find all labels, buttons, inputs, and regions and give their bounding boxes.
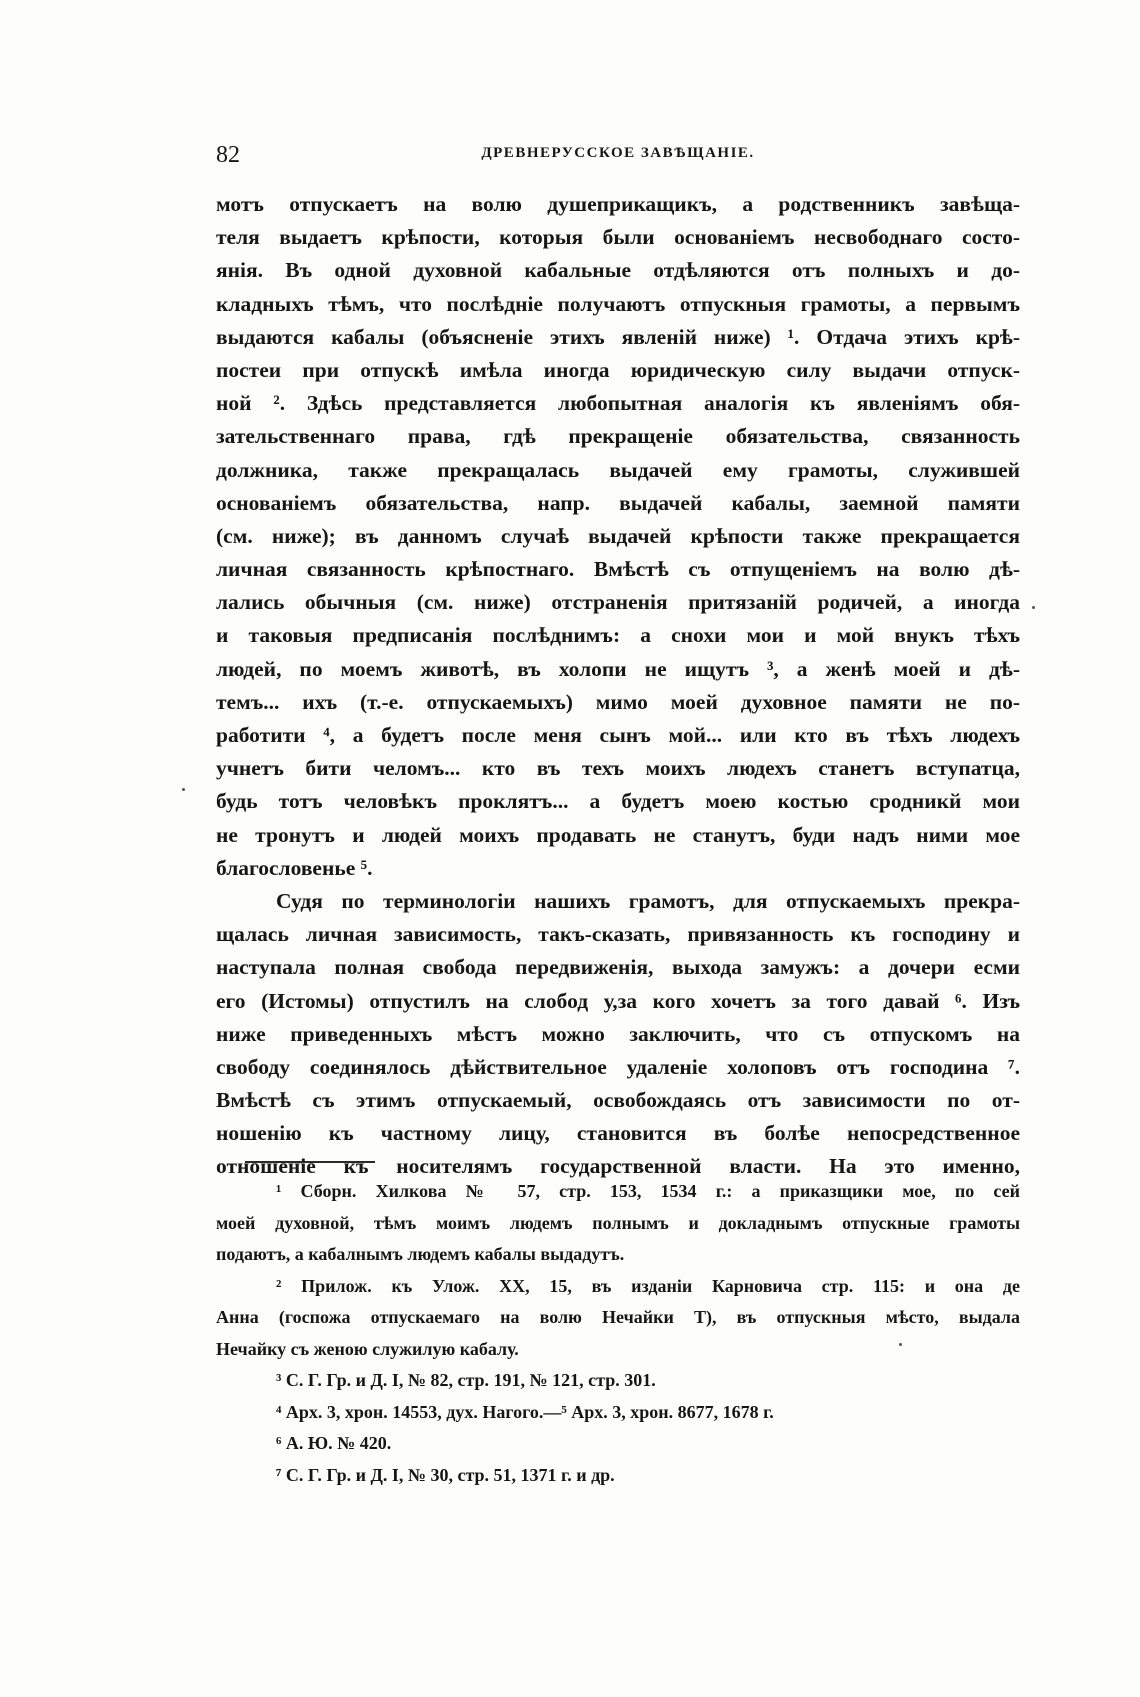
body-line: учнетъ бити челомъ... кто въ техъ моихъ людехъ станетъ вступатца, [216,756,1020,781]
footnote-line: Нечайку съ женою служилую кабалу. [216,1338,519,1359]
body-line: ношенію къ частному лицу, становится въ болѣе непосредственное [216,1121,1020,1146]
body-line: работити ⁴, а будетъ после меня сынъ мой... или кто въ тѣхъ людехъ [216,723,1020,747]
footnote-line: ⁷ С. Г. Гр. и Д. I, № 30, стр. 51, 1371 г. и др. [276,1464,615,1485]
body-line: лались обычныя (см. ниже) отстраненія притязаній родичей, а иногда [216,590,1020,615]
body-line: выдаются кабалы (объясненіе этихъ явленій ниже) ¹. Отдача этихъ крѣ- [216,324,1020,349]
body-line: ниже приведенныхъ мѣстъ можно заключить, что съ отпускомъ на [216,1021,1020,1046]
page-header [216,140,1020,176]
body-line: отношеніе къ носителямъ государственной власти. На это именно, [216,1154,1020,1179]
body-line: Вмѣстѣ съ этимъ отпускаемый, освобождаясь отъ зависимости по от- [216,1088,1020,1113]
print-speck [899,1343,902,1346]
body-line: свободу соединялось дѣйствительное удаленіе холоповъ отъ господина ⁷. [216,1054,1020,1079]
body-line: теля выдаетъ крѣпости, которыя были основаніемъ несвободнаго состо- [216,225,1020,250]
body-line: и таковыя предписанія послѣднимъ: а снохи мои и мой внукъ тѣхъ [216,623,1020,648]
body-line: темъ... ихъ (т.-е. отпускаемыхъ) мимо моей духовное памяти не по- [216,689,1020,714]
body-line: людей, по моемъ животѣ, въ холопи не ищутъ ³, а женѣ моей и дѣ- [216,656,1020,681]
body-line: должника, также прекращалась выдачей ему грамоты, служившей [216,457,1020,482]
print-speck [182,788,185,791]
body-line: личная связанность крѣпостнаго. Вмѣстѣ съ отпущеніемъ на волю дѣ- [216,557,1020,582]
body-line: будь тотъ человѣкъ проклятъ... а будетъ моею костью сродникй мои [216,789,1020,814]
body-line: Судя по терминологіи нашихъ грамотъ, для отпускаемыхъ прекра- [276,888,1020,913]
body-line: не тронутъ и людей моихъ продавать не станутъ, буди надъ ними мое [216,822,1020,847]
body-line: основаніемъ обязательства, напр. выдачей кабалы, заемной памяти [216,490,1020,515]
footnote-line: ⁶ А. Ю. № 420. [276,1433,392,1453]
body-line: постеи при отпускѣ имѣла иногда юридическую силу выдачи отпуск- [216,357,1020,382]
body-line: кладныхъ тѣмъ, что послѣдніе получаютъ отпускныя грамоты, а первымъ [216,291,1020,316]
footnote-line: подаютъ, а кабалнымъ людемъ кабалы выдадутъ. [216,1244,625,1264]
page-number: 82 [216,142,240,168]
body-line: ной ². Здѣсь представляется любопытная аналогія къ явленіямъ обя- [216,391,1020,416]
footnotes [216,1176,1020,1491]
running-title: ДРЕВНЕРУССКОЕ ЗАВѢЩАНІЕ. [481,145,755,161]
body-line: мотъ отпускаетъ на волю душеприкащикъ, а родственникъ завѣща- [216,192,1020,216]
footnote-line: ¹ Сборн. Хилкова № 57, стр. 153, 1534 г.: а приказщики мое, по сей [276,1181,1020,1201]
body-line: благословенье ⁵. [216,855,373,880]
body-line: зательственнаго права, гдѣ прекращеніе обязательства, связанность [216,424,1020,449]
footnote-line: ³ С. Г. Гр. и Д. I, № 82, стр. 191, № 121, стр. 301. [276,1370,656,1390]
body-text [216,188,1020,1184]
print-speck [1032,606,1035,609]
body-line: щалась личная зависимость, такъ-сказать, привязанность къ господину и [216,922,1020,947]
body-line: янія. Въ одной духовной кабальные отдѣляются отъ полныхъ и до- [216,258,1020,283]
body-line: наступала полная свобода передвиженія, выхода замужъ: а дочери есми [216,955,1020,980]
footnote-line: ² Прилож. къ Улож. XX, 15, въ изданіи Карновича стр. 115: и она де [276,1275,1020,1296]
footnote-line: Анна (госпожа отпускаемаго на волю Нечайки Т), въ отпускныя мѣсто, выдала [216,1307,1020,1327]
body-line: его (Истомы) отпустилъ на слобод у,за кого хочетъ за того давай ⁶. Изъ [216,988,1020,1013]
body-line: (см. ниже); въ данномъ случаѣ выдачей крѣпости также прекращается [216,523,1020,548]
footnote-line: моей духовной, тѣмъ моимъ людемъ полнымъ и докладнымъ отпускные грамоты [216,1212,1020,1233]
footnote-divider [245,1161,375,1163]
footnote-line: ⁴ Арх. 3, хрон. 14553, дух. Нагого.—⁵ Арх. 3, хрон. 8677, 1678 г. [276,1401,774,1422]
